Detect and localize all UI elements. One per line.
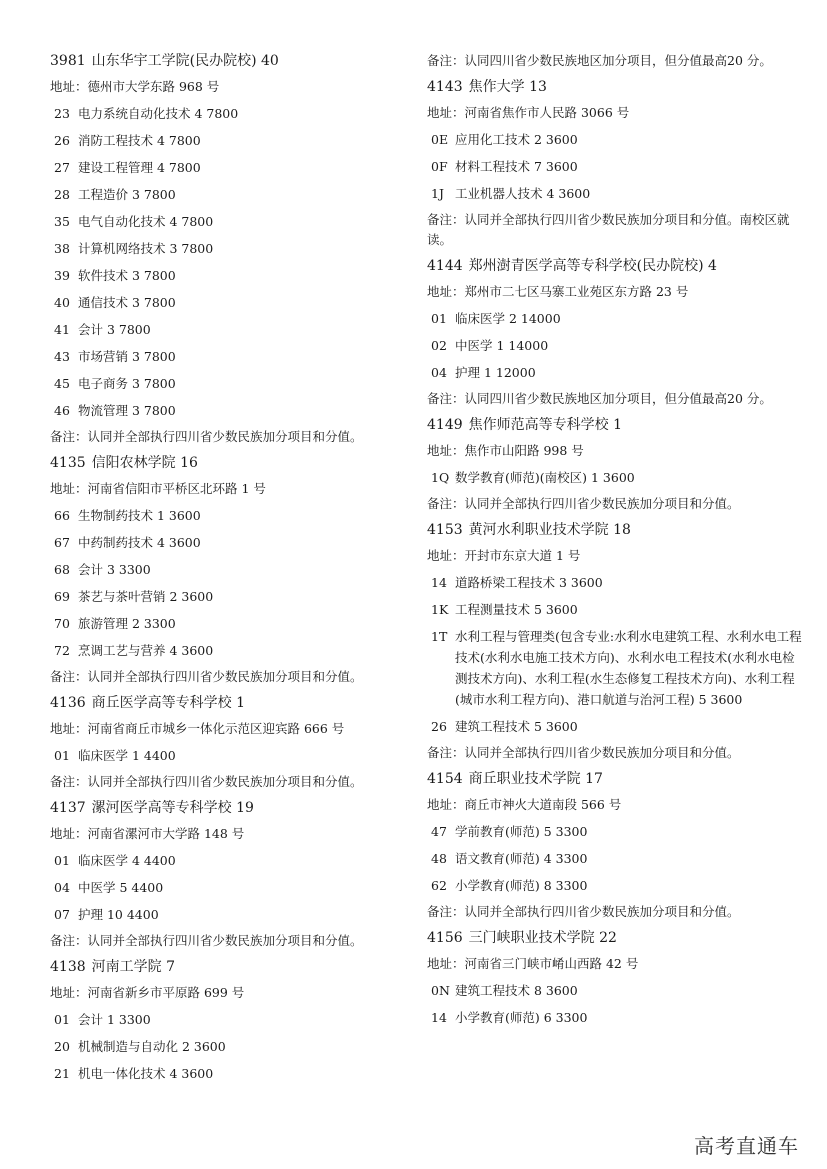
school-address: 地址：河南省漯河市大学路 148 号 (50, 826, 245, 841)
school-name: 焦作师范高等专科学校 1 (468, 417, 622, 433)
major-code: 69 (54, 589, 70, 604)
school-address: 地址：河南省商丘市城乡一体化示范区迎宾路 666 号 (50, 721, 345, 736)
major-code: 23 (54, 106, 70, 121)
major-detail: 会计 1 3300 (78, 1012, 151, 1027)
school-code: 4156 (427, 930, 463, 946)
major-row (50, 847, 418, 874)
school-heading (427, 253, 807, 279)
major-code: 14 (431, 1010, 447, 1025)
major-row (427, 977, 807, 1004)
major-detail: 临床医学 2 14000 (455, 311, 561, 326)
major-code: 72 (54, 643, 70, 658)
major-row (427, 464, 807, 491)
major-detail: 机电一体化技术 4 3600 (78, 1066, 214, 1081)
major-detail: 语文教育(师范) 4 3300 (455, 851, 588, 866)
major-detail: 电力系统自动化技术 4 7800 (78, 106, 239, 121)
major-detail: 电子商务 3 7800 (78, 376, 176, 391)
school-name: 三门峡职业技术学院 22 (468, 930, 617, 946)
major-code: 39 (54, 268, 70, 283)
major-detail: 材料工程技术 7 3600 (455, 159, 578, 174)
major-row (50, 742, 418, 769)
major-code: 0N (431, 983, 450, 998)
major-row (50, 100, 418, 127)
major-detail: 通信技术 3 7800 (78, 295, 176, 310)
major-detail: 建筑工程技术 8 3600 (455, 983, 578, 998)
major-detail: 小学教育(师范) 8 3300 (455, 878, 588, 893)
school-block (427, 48, 807, 74)
major-detail: 水利工程与管理类(包含专业:水利水电建筑工程、水利水电工程技术(水利水电施工技术方向)、水利水电工程技术(水利水电检测技术方向)、水利工程(水生态修复工程技术方向)、水利工程(城市水利工程方向)、港口航道与治河工程) 5 3600 (455, 629, 802, 707)
major-row (50, 181, 418, 208)
major-detail: 物流管理 3 7800 (78, 403, 176, 418)
school-block (427, 412, 807, 517)
major-code: 68 (54, 562, 70, 577)
school-address: 地址：商丘市神火大道南段 566 号 (427, 797, 622, 812)
major-detail: 消防工程技术 4 7800 (78, 133, 201, 148)
major-row (427, 596, 807, 623)
school-address: 地址：河南省三门峡市崤山西路 42 号 (427, 956, 639, 971)
school-name: 信阳农林学院 16 (91, 455, 198, 471)
major-row (50, 556, 418, 583)
school-name: 焦作大学 13 (468, 79, 547, 95)
major-row (50, 637, 418, 664)
school-heading (50, 450, 418, 476)
major-code: 01 (431, 311, 447, 326)
major-detail: 工程造价 3 7800 (78, 187, 176, 202)
major-row (50, 610, 418, 637)
major-code: 04 (431, 365, 447, 380)
major-row (427, 180, 807, 207)
school-heading (427, 517, 807, 543)
major-code: 0E (431, 132, 449, 147)
major-code: 1Q (431, 470, 450, 485)
major-row (427, 872, 807, 899)
school-block (50, 690, 418, 795)
major-code: 02 (431, 338, 447, 353)
major-detail: 临床医学 4 4400 (78, 853, 176, 868)
major-code: 1J (431, 186, 444, 201)
major-detail: 机械制造与自动化 2 3600 (78, 1039, 226, 1054)
school-note: 备注：认同并全部执行四川省少数民族加分项目和分值。 (427, 496, 740, 511)
major-row (50, 154, 418, 181)
major-row (50, 529, 418, 556)
school-code: 4153 (427, 522, 463, 538)
major-row (50, 397, 418, 424)
school-note: 备注：认同并全部执行四川省少数民族加分项目和分值。 (50, 429, 363, 444)
major-code: 38 (54, 241, 70, 256)
major-code: 07 (54, 907, 70, 922)
major-detail: 软件技术 3 7800 (78, 268, 176, 283)
right-column (427, 48, 807, 1031)
major-detail: 工程测量技术 5 3600 (455, 602, 578, 617)
major-detail: 旅游管理 2 3300 (78, 616, 176, 631)
major-code: 67 (54, 535, 70, 550)
major-row (50, 583, 418, 610)
school-code: 4136 (50, 695, 86, 711)
major-code: 26 (431, 719, 447, 734)
major-row (427, 569, 807, 596)
school-address: 地址：焦作市山阳路 998 号 (427, 443, 584, 458)
school-block (50, 450, 418, 690)
major-detail: 计算机网络技术 3 7800 (78, 241, 214, 256)
school-note: 备注：认同并全部执行四川省少数民族加分项目和分值。南校区就读。 (427, 212, 790, 247)
major-code: 43 (54, 349, 70, 364)
major-code: 40 (54, 295, 70, 310)
major-detail: 中药制药技术 4 3600 (78, 535, 201, 550)
major-detail: 建设工程管理 4 7800 (78, 160, 201, 175)
major-detail: 护理 1 12000 (455, 365, 536, 380)
school-code: 4143 (427, 79, 463, 95)
major-detail: 生物制药技术 1 3600 (78, 508, 201, 523)
major-row (50, 1060, 418, 1087)
major-row (427, 126, 807, 153)
major-row (50, 502, 418, 529)
major-detail: 数学教育(师范)(南校区) 1 3600 (455, 470, 635, 485)
major-row (50, 874, 418, 901)
school-heading (50, 48, 418, 74)
major-code: 35 (54, 214, 70, 229)
major-row (427, 1004, 807, 1031)
school-heading (50, 690, 418, 716)
school-code: 4137 (50, 800, 86, 816)
school-block (427, 74, 807, 253)
school-name: 山东华宇工学院(民办院校) 40 (91, 53, 279, 69)
school-heading (427, 766, 807, 792)
watermark: 高考直通车 (694, 1134, 799, 1158)
major-detail: 电气自动化技术 4 7800 (78, 214, 214, 229)
school-address: 地址：德州市大学东路 968 号 (50, 79, 220, 94)
major-code: 28 (54, 187, 70, 202)
school-block (427, 925, 807, 1031)
major-row (50, 235, 418, 262)
school-block (427, 253, 807, 412)
major-row (427, 713, 807, 740)
school-note: 备注：认同并全部执行四川省少数民族加分项目和分值。 (50, 774, 363, 789)
major-detail: 市场营销 3 7800 (78, 349, 176, 364)
school-name: 郑州澍青医学高等专科学校(民办院校) 4 (468, 258, 717, 274)
major-row (427, 153, 807, 180)
school-heading (427, 925, 807, 951)
major-row (427, 359, 807, 386)
major-code: 48 (431, 851, 447, 866)
major-row (50, 343, 418, 370)
major-detail: 中医学 5 4400 (78, 880, 164, 895)
school-address: 地址：河南省信阳市平桥区北环路 1 号 (50, 481, 266, 496)
major-row (50, 208, 418, 235)
school-code: 4144 (427, 258, 463, 274)
school-block (427, 517, 807, 766)
school-code: 4135 (50, 455, 86, 471)
major-row (50, 127, 418, 154)
school-note: 备注：认同四川省少数民族地区加分项目，但分值最高20 分。 (427, 391, 772, 406)
school-address: 地址：开封市东京大道 1 号 (427, 548, 581, 563)
school-code: 4138 (50, 959, 86, 975)
major-row (427, 623, 807, 713)
school-address: 地址：河南省焦作市人民路 3066 号 (427, 105, 630, 120)
school-name: 商丘职业技术学院 17 (468, 771, 603, 787)
major-code: 26 (54, 133, 70, 148)
school-code: 4149 (427, 417, 463, 433)
major-detail: 会计 3 3300 (78, 562, 151, 577)
major-detail: 烹调工艺与营养 4 3600 (78, 643, 214, 658)
major-detail: 应用化工技术 2 3600 (455, 132, 578, 147)
major-code: 27 (54, 160, 70, 175)
major-row (427, 332, 807, 359)
major-row (50, 289, 418, 316)
school-note: 备注：认同并全部执行四川省少数民族加分项目和分值。 (427, 904, 740, 919)
major-detail: 临床医学 1 4400 (78, 748, 176, 763)
major-code: 04 (54, 880, 70, 895)
major-code: 01 (54, 853, 70, 868)
major-row (50, 370, 418, 397)
major-code: 46 (54, 403, 70, 418)
school-name: 黄河水利职业技术学院 18 (468, 522, 631, 538)
major-row (427, 305, 807, 332)
school-note: 备注：认同四川省少数民族地区加分项目，但分值最高20 分。 (427, 53, 772, 68)
major-code: 62 (431, 878, 447, 893)
school-note: 备注：认同并全部执行四川省少数民族加分项目和分值。 (50, 669, 363, 684)
school-block (50, 795, 418, 954)
major-detail: 道路桥梁工程技术 3 3600 (455, 575, 603, 590)
major-row (50, 262, 418, 289)
major-code: 41 (54, 322, 70, 337)
major-detail: 建筑工程技术 5 3600 (455, 719, 578, 734)
major-row (50, 1006, 418, 1033)
school-heading (427, 412, 807, 438)
major-detail: 茶艺与茶叶营销 2 3600 (78, 589, 214, 604)
major-row (50, 316, 418, 343)
major-code: 0F (431, 159, 448, 174)
school-code: 4154 (427, 771, 463, 787)
school-block (427, 766, 807, 925)
major-code: 1K (431, 602, 449, 617)
major-code: 01 (54, 1012, 70, 1027)
school-note: 备注：认同并全部执行四川省少数民族加分项目和分值。 (50, 933, 363, 948)
left-column (50, 48, 418, 1087)
major-code: 70 (54, 616, 70, 631)
major-code: 14 (431, 575, 447, 590)
school-name: 商丘医学高等专科学校 1 (91, 695, 245, 711)
major-code: 66 (54, 508, 70, 523)
major-code: 47 (431, 824, 447, 839)
school-heading (50, 954, 418, 980)
major-row (50, 1033, 418, 1060)
major-code: 45 (54, 376, 70, 391)
school-note: 备注：认同并全部执行四川省少数民族加分项目和分值。 (427, 745, 740, 760)
school-block (50, 954, 418, 1087)
school-address: 地址：郑州市二七区马寨工业苑区东方路 23 号 (427, 284, 689, 299)
major-code: 21 (54, 1066, 70, 1081)
school-name: 漯河医学高等专科学校 19 (91, 800, 254, 816)
school-heading (50, 795, 418, 821)
school-code: 3981 (50, 53, 86, 69)
school-address: 地址：河南省新乡市平原路 699 号 (50, 985, 245, 1000)
major-detail: 护理 10 4400 (78, 907, 159, 922)
school-block (50, 48, 418, 450)
major-row (427, 845, 807, 872)
major-code: 1T (431, 629, 448, 644)
major-detail: 会计 3 7800 (78, 322, 151, 337)
major-detail: 工业机器人技术 4 3600 (455, 186, 591, 201)
major-detail: 小学教育(师范) 6 3300 (455, 1010, 588, 1025)
major-row (427, 818, 807, 845)
major-detail: 中医学 1 14000 (455, 338, 549, 353)
school-heading (427, 74, 807, 100)
major-detail: 学前教育(师范) 5 3300 (455, 824, 588, 839)
major-code: 20 (54, 1039, 70, 1054)
major-code: 01 (54, 748, 70, 763)
school-name: 河南工学院 7 (91, 959, 175, 975)
major-row (50, 901, 418, 928)
